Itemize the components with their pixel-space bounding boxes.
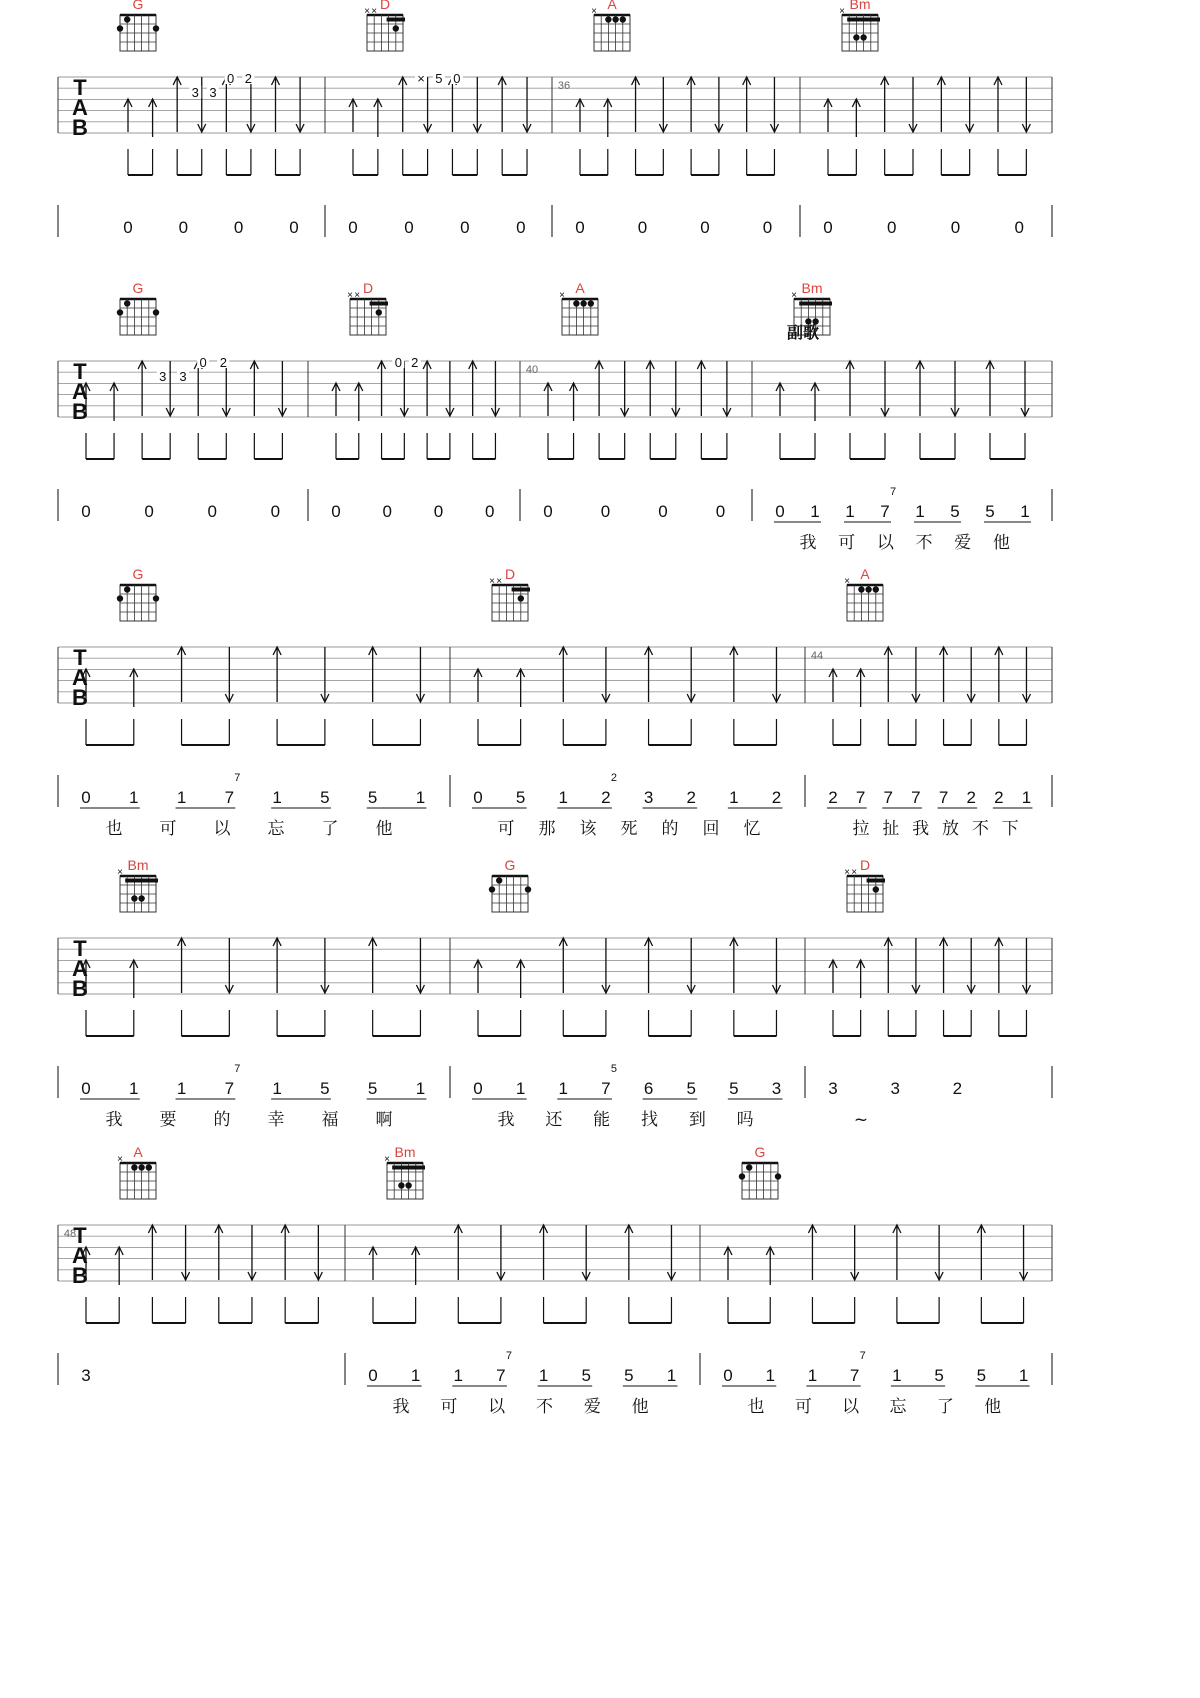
lyric-char: 他 xyxy=(375,819,393,839)
tab-fret-number: 2 xyxy=(244,71,252,86)
jianpu-note: 1 xyxy=(729,788,739,807)
chord-name: Bm xyxy=(801,280,823,296)
measure-number: 48 xyxy=(63,1228,77,1240)
jianpu-note: 1 xyxy=(558,1079,569,1098)
finger-dot xyxy=(588,300,594,306)
chord-diagram xyxy=(384,1144,425,1199)
jianpu-note: 5 xyxy=(515,788,526,807)
lyric-char: 我 xyxy=(912,819,930,839)
jianpu-note: 1 xyxy=(129,1079,139,1098)
tab-clef-letter: A xyxy=(72,95,88,120)
lyric-char: 可 xyxy=(838,533,856,553)
lyric-char: 可 xyxy=(440,1397,458,1417)
grace-note: 2 xyxy=(610,772,617,784)
finger-dot xyxy=(865,586,871,592)
jianpu-note: 5 xyxy=(320,1079,330,1098)
jianpu-note: 3 xyxy=(890,1079,900,1098)
finger-dot xyxy=(376,309,382,315)
jianpu-note: 0 xyxy=(658,502,668,521)
jianpu-note: 5 xyxy=(950,502,960,521)
finger-dot xyxy=(489,886,495,892)
grace-note: 5 xyxy=(610,1063,617,1075)
lyric-char: 爱 xyxy=(954,533,972,553)
finger-dot xyxy=(393,25,399,31)
tab-fret-number: 0 xyxy=(394,355,402,370)
jianpu-note: 5 xyxy=(367,1079,378,1098)
jianpu-note: 0 xyxy=(775,502,785,521)
finger-dot xyxy=(124,586,130,592)
jianpu-note: 5 xyxy=(729,1079,739,1098)
tab-system xyxy=(58,566,1052,839)
muted-string-icon: × xyxy=(117,1154,123,1165)
jianpu-note: 7 xyxy=(224,788,235,807)
lyric-char: 那 xyxy=(538,819,556,839)
lyric-char: 我 xyxy=(105,1110,123,1130)
lyric-char: 不 xyxy=(915,533,933,553)
chord-diagram xyxy=(364,0,405,51)
tab-fret-number: 3 xyxy=(179,369,187,384)
chord-name: D xyxy=(859,857,871,873)
jianpu-note: 0 xyxy=(723,1366,733,1385)
finger-dot xyxy=(620,16,626,22)
chord-diagram xyxy=(347,280,388,335)
jianpu-note: 1 xyxy=(807,1366,818,1385)
jianpu-note: 0 xyxy=(473,788,483,807)
jianpu-note: 3 xyxy=(828,1079,838,1098)
jianpu-note: 0 xyxy=(762,218,773,237)
grace-note: 7 xyxy=(505,1350,512,1362)
jianpu-note: 1 xyxy=(538,1366,549,1385)
lyric-char: 的 xyxy=(661,819,679,839)
jianpu-note: 0 xyxy=(715,502,726,521)
jianpu-note: 1 xyxy=(410,1366,421,1385)
barre-bar xyxy=(512,588,530,592)
jianpu-note: 7 xyxy=(849,1366,860,1385)
lyric-char: 不 xyxy=(971,819,989,839)
finger-dot xyxy=(153,309,159,315)
jianpu-note: 3 xyxy=(771,1079,782,1098)
jianpu-note: 0 xyxy=(600,502,611,521)
jianpu-note: 2 xyxy=(952,1079,963,1098)
chord-diagram xyxy=(559,280,598,335)
finger-dot xyxy=(131,1164,137,1170)
tab-system xyxy=(58,0,1052,237)
lyric-char: 吗 xyxy=(736,1110,754,1130)
muted-string-icon: × xyxy=(117,867,123,878)
jianpu-note: 0 xyxy=(348,218,358,237)
jianpu-note: 6 xyxy=(643,1079,654,1098)
tab-fret-number: 5 xyxy=(435,71,443,86)
tab-clef-letter: T xyxy=(73,936,87,961)
lyric-char: 以 xyxy=(842,1397,860,1417)
finger-dot xyxy=(124,300,130,306)
chord-name: G xyxy=(754,1144,766,1160)
finger-dot xyxy=(117,25,123,31)
jianpu-note: 5 xyxy=(320,788,330,807)
muted-string-icon: × xyxy=(354,290,361,301)
jianpu-note: 1 xyxy=(1020,502,1030,521)
lyric-char: 幸 xyxy=(267,1110,285,1130)
chord-name: G xyxy=(132,280,144,296)
muted-string-icon: × xyxy=(851,867,858,878)
lyric-char: 我 xyxy=(392,1397,410,1417)
jianpu-note: 1 xyxy=(810,502,820,521)
chord-diagram xyxy=(839,0,880,51)
jianpu-note: 7 xyxy=(224,1079,235,1098)
finger-dot xyxy=(746,1164,752,1170)
barre-bar xyxy=(392,1166,425,1170)
measure-number: 40 xyxy=(525,364,539,376)
jianpu-note: 7 xyxy=(496,1366,506,1385)
lyric-char: 忘 xyxy=(889,1397,907,1417)
chord-name: D xyxy=(504,566,516,582)
jianpu-note: 5 xyxy=(976,1366,987,1385)
tab-fret-number: 2 xyxy=(219,355,227,370)
jianpu-note: 7 xyxy=(911,788,921,807)
jianpu-note: 0 xyxy=(823,218,833,237)
chord-diagram xyxy=(117,280,159,335)
barre-bar xyxy=(370,302,388,306)
barre-bar xyxy=(387,18,405,22)
jianpu-note: 1 xyxy=(845,502,855,521)
jianpu-note: 5 xyxy=(934,1366,944,1385)
muted-string-icon: × xyxy=(844,576,850,587)
tab-fret-number: × xyxy=(417,71,425,86)
tab-clef-letter: A xyxy=(72,379,88,404)
jianpu-note: 1 xyxy=(915,502,925,521)
tab-clef-letter: B xyxy=(72,685,88,710)
tab-fret-number: 0 xyxy=(453,71,461,86)
lyric-char: 该 xyxy=(579,819,597,839)
finger-dot xyxy=(853,34,859,40)
lyric-char: 的 xyxy=(213,1110,231,1130)
lyric-char: 啊 xyxy=(375,1110,393,1130)
chord-diagram xyxy=(117,566,159,621)
jianpu-note: 2 xyxy=(994,788,1004,807)
finger-dot xyxy=(496,877,502,883)
lyric-char: 我 xyxy=(799,533,817,553)
finger-dot xyxy=(580,300,586,306)
jianpu-note: 0 xyxy=(950,218,961,237)
jianpu-note: 0 xyxy=(887,218,897,237)
jianpu-note: 1 xyxy=(176,1079,187,1098)
grace-note: 7 xyxy=(234,772,241,784)
lyric-char: 可 xyxy=(159,819,177,839)
chord-name: Bm xyxy=(849,0,871,12)
tab-fret-number: 0 xyxy=(227,71,235,86)
finger-dot xyxy=(153,595,159,601)
tab-fret-number: 3 xyxy=(159,369,167,384)
muted-string-icon: × xyxy=(791,290,797,301)
tab-system xyxy=(58,1144,1052,1417)
jianpu-note: 5 xyxy=(624,1366,634,1385)
finger-dot xyxy=(858,586,864,592)
lyric-char: 放 xyxy=(942,819,959,839)
grace-note: 7 xyxy=(234,1063,241,1075)
lyric-char: 找 xyxy=(641,1110,658,1130)
jianpu-note: 1 xyxy=(272,1079,282,1098)
measure-number: 36 xyxy=(557,80,571,92)
lyric-char: 以 xyxy=(488,1397,506,1417)
chord-name: Bm xyxy=(127,857,149,873)
lyric-char: 死 xyxy=(620,819,638,839)
jianpu-note: 7 xyxy=(880,502,890,521)
muted-string-icon: × xyxy=(559,290,565,301)
jianpu-note: 1 xyxy=(666,1366,677,1385)
chord-name: A xyxy=(133,1144,143,1160)
finger-dot xyxy=(405,1182,411,1188)
jianpu-note: 2 xyxy=(686,788,696,807)
tab-clef-letter: T xyxy=(73,75,87,100)
jianpu-note: 0 xyxy=(460,218,470,237)
lyric-char: 也 xyxy=(747,1397,765,1417)
jianpu-note: 7 xyxy=(855,788,866,807)
chord-name: Bm xyxy=(394,1144,416,1160)
muted-string-icon: × xyxy=(347,290,353,301)
chord-name: G xyxy=(132,566,144,582)
barre-bar xyxy=(799,302,832,306)
jianpu-note: 0 xyxy=(81,788,91,807)
finger-dot xyxy=(518,595,524,601)
chord-name: G xyxy=(504,857,516,873)
chord-diagram xyxy=(117,0,159,51)
lyric-char: 我 xyxy=(497,1110,515,1130)
tab-clef-letter: B xyxy=(72,976,88,1001)
lyric-char: 忘 xyxy=(267,819,285,839)
chord-name: D xyxy=(379,0,391,12)
muted-string-icon: × xyxy=(489,576,495,587)
jianpu-note: 0 xyxy=(575,218,585,237)
tab-clef-letter: B xyxy=(72,399,88,424)
jianpu-note: 0 xyxy=(207,502,217,521)
chord-diagram xyxy=(739,1144,781,1199)
lyric-char: 扯 xyxy=(882,819,900,839)
measure-number: 44 xyxy=(810,650,824,662)
muted-string-icon: × xyxy=(371,6,378,17)
jianpu-note: 1 xyxy=(176,788,187,807)
jianpu-note: 2 xyxy=(828,788,838,807)
tab-clef-letter: B xyxy=(72,115,88,140)
lyric-char: 拉 xyxy=(852,819,870,839)
jianpu-note: 1 xyxy=(765,1366,775,1385)
lyric-char: 以 xyxy=(213,819,231,839)
lyric-char: 了 xyxy=(936,1397,954,1417)
grace-note: 7 xyxy=(859,1350,866,1362)
tab-clef-letter: A xyxy=(72,1243,88,1268)
barre-bar xyxy=(125,879,158,883)
jianpu-note: 2 xyxy=(966,788,976,807)
finger-dot xyxy=(138,895,144,901)
jianpu-note: 1 xyxy=(1021,788,1032,807)
chord-diagram xyxy=(117,857,158,912)
tab-fret-number: 2 xyxy=(411,355,419,370)
finger-dot xyxy=(775,1173,781,1179)
finger-dot xyxy=(398,1182,404,1188)
jianpu-note: 0 xyxy=(473,1079,483,1098)
jianpu-note: 0 xyxy=(637,218,648,237)
chord-name: G xyxy=(132,0,144,12)
jianpu-note: 7 xyxy=(601,1079,611,1098)
muted-string-icon: × xyxy=(496,576,503,587)
lyric-char: 他 xyxy=(631,1397,649,1417)
jianpu-note: 7 xyxy=(938,788,949,807)
jianpu-note: 5 xyxy=(985,502,995,521)
barre-bar xyxy=(867,879,885,883)
lyric-char: 还 xyxy=(545,1110,563,1130)
jianpu-note: 0 xyxy=(382,502,392,521)
lyric-char: ~ xyxy=(853,1110,869,1130)
finger-dot xyxy=(873,586,879,592)
jianpu-note: 0 xyxy=(270,502,281,521)
chord-name: D xyxy=(362,280,374,296)
lyric-char: 可 xyxy=(497,819,515,839)
jianpu-note: 0 xyxy=(700,218,710,237)
muted-string-icon: × xyxy=(364,6,370,17)
jianpu-note: 1 xyxy=(129,788,139,807)
finger-dot xyxy=(612,16,618,22)
tab-fret-number: 0 xyxy=(199,355,207,370)
jianpu-note: 0 xyxy=(178,218,189,237)
tab-system xyxy=(58,857,1052,1130)
finger-dot xyxy=(124,16,130,22)
jianpu-note: 0 xyxy=(289,218,299,237)
jianpu-note: 0 xyxy=(368,1366,378,1385)
jianpu-note: 0 xyxy=(123,218,133,237)
jianpu-note: 0 xyxy=(81,1079,91,1098)
jianpu-note: 5 xyxy=(686,1079,696,1098)
lyric-char: 忆 xyxy=(743,819,761,839)
chord-diagram xyxy=(489,566,530,621)
chord-name: A xyxy=(575,280,585,296)
lyric-char: 能 xyxy=(593,1110,611,1130)
jianpu-note: 3 xyxy=(643,788,654,807)
jianpu-note: 0 xyxy=(485,502,495,521)
finger-dot xyxy=(146,1164,152,1170)
lyric-char: 他 xyxy=(992,533,1010,553)
chord-diagram xyxy=(489,857,531,912)
tab-clef-letter: B xyxy=(72,1263,88,1288)
lyric-char: 了 xyxy=(321,819,339,839)
jianpu-note: 1 xyxy=(515,1079,526,1098)
chord-diagram xyxy=(844,566,883,621)
finger-dot xyxy=(153,25,159,31)
lyric-char: 以 xyxy=(876,533,894,553)
finger-dot xyxy=(739,1173,745,1179)
muted-string-icon: × xyxy=(844,867,850,878)
jianpu-note: 3 xyxy=(81,1366,91,1385)
jianpu-note: 0 xyxy=(433,502,444,521)
lyric-char: 回 xyxy=(702,819,720,839)
chord-name: A xyxy=(607,0,617,12)
muted-string-icon: × xyxy=(591,6,597,17)
lyric-char: 到 xyxy=(688,1110,706,1130)
jianpu-note: 1 xyxy=(415,1079,426,1098)
tab-clef-letter: T xyxy=(73,645,87,670)
chord-name: A xyxy=(860,566,870,582)
finger-dot xyxy=(117,595,123,601)
tab-clef-letter: A xyxy=(72,956,88,981)
finger-dot xyxy=(525,886,531,892)
jianpu-note: 5 xyxy=(581,1366,591,1385)
finger-dot xyxy=(131,895,137,901)
tab-clef-letter: A xyxy=(72,665,88,690)
jianpu-note: 5 xyxy=(367,788,378,807)
chord-diagram xyxy=(591,0,630,51)
jianpu-note: 7 xyxy=(883,788,894,807)
muted-string-icon: × xyxy=(384,1154,390,1165)
jianpu-note: 1 xyxy=(415,788,426,807)
lyric-char: 下 xyxy=(1001,819,1019,839)
tab-fret-number: 3 xyxy=(209,85,217,100)
jianpu-note: 2 xyxy=(771,788,782,807)
finger-dot xyxy=(138,1164,144,1170)
jianpu-note: 1 xyxy=(272,788,282,807)
tab-system xyxy=(58,280,1052,553)
lyric-char: 爱 xyxy=(583,1397,601,1417)
lyric-char: 要 xyxy=(159,1110,177,1130)
finger-dot xyxy=(605,16,611,22)
grace-note: 7 xyxy=(889,486,897,498)
jianpu-note: 0 xyxy=(516,218,526,237)
lyric-char: 福 xyxy=(321,1110,339,1130)
section-marker: 副歌 xyxy=(786,323,820,342)
muted-string-icon: × xyxy=(839,6,845,17)
tab-clef-letter: T xyxy=(73,359,87,384)
finger-dot xyxy=(117,309,123,315)
jianpu-note: 1 xyxy=(453,1366,464,1385)
finger-dot xyxy=(573,300,579,306)
chord-diagram xyxy=(844,857,885,912)
jianpu-note: 0 xyxy=(81,502,91,521)
finger-dot xyxy=(860,34,866,40)
jianpu-note: 0 xyxy=(233,218,244,237)
jianpu-note: 0 xyxy=(543,502,553,521)
barre-bar xyxy=(847,18,880,22)
jianpu-note: 2 xyxy=(601,788,611,807)
tab-clef-letter: T xyxy=(73,1223,87,1248)
jianpu-note: 0 xyxy=(144,502,154,521)
jianpu-note: 1 xyxy=(892,1366,902,1385)
lyric-char: 不 xyxy=(536,1397,553,1417)
chord-diagram xyxy=(117,1144,156,1199)
jianpu-note: 0 xyxy=(404,218,414,237)
jianpu-note: 0 xyxy=(1014,218,1024,237)
tab-fret-number: 3 xyxy=(191,85,199,100)
jianpu-note: 1 xyxy=(1018,1366,1029,1385)
jianpu-note: 0 xyxy=(331,502,341,521)
finger-dot xyxy=(873,886,879,892)
lyric-char: 可 xyxy=(794,1397,812,1417)
lyric-char: 他 xyxy=(984,1397,1002,1417)
lyric-char: 也 xyxy=(105,819,123,839)
jianpu-note: 1 xyxy=(558,788,569,807)
